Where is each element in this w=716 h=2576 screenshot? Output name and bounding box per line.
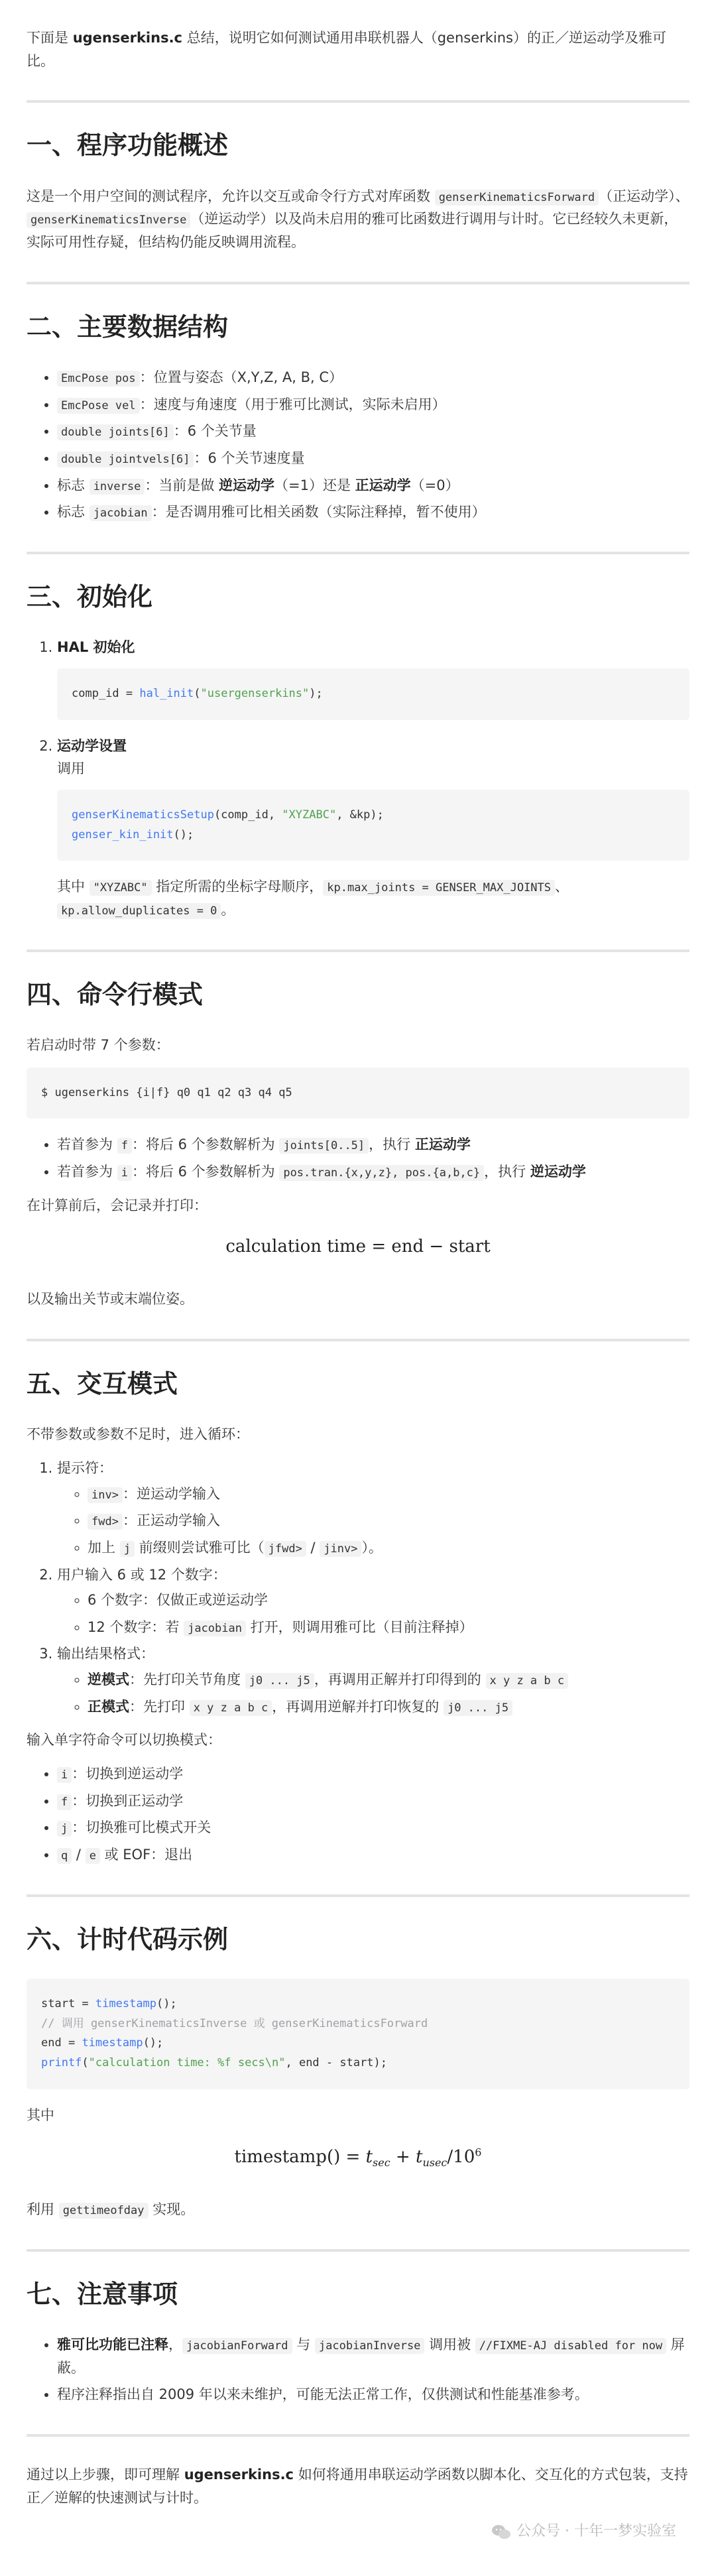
paragraph: 利用 gettimeofday 实现。 (27, 2201, 195, 2218)
section-5-heading: 五、交互模式 (27, 1369, 178, 1398)
closing-paragraph: 通过以上步骤，即可理解 ugenserkins.c 如何将通用串联运动学函数以脚本化、交互化的方式包装，支持正／逆解的快速测试与计时。 (27, 2467, 688, 2506)
list-item: 1. 提示符： ◦ inv> ：逆运动学输入 ◦ fwd> ：正运动学输入 ◦ 加上 j 前缀则尝试雅可比（ jfwd> / jinv> ）。 (57, 1457, 689, 1560)
list-item: 2. 运动学设置 调用 genserKinematicsSetup(comp_id, "XYZABC", &kp); genser_kin_init(); 其中 "XYZABC" 指定所需的坐标字母顺序， kp.max_joints = GENSER_MAX_JOINTS 、kp.allow_duplicates = 0 。 (57, 735, 689, 922)
divider (27, 950, 689, 952)
list-item: ◦ 12 个数字：若 jacobian 打开，则调用雅可比（目前注释掉） (88, 1616, 689, 1639)
divider (27, 552, 689, 554)
data-structure-list (27, 366, 689, 524)
formula-calc-time: calculation time = end − start (225, 1237, 491, 1257)
list-item: ◦ inv> ：逆运动学输入 (88, 1483, 689, 1506)
wechat-icon (491, 2524, 511, 2541)
section-7-heading: 七、注意事项 (27, 2279, 178, 2309)
divider (27, 1894, 689, 1897)
list-item: • q / e 或 EOF：退出 (57, 1843, 689, 1867)
paragraph: 在计算前后，会记录并打印： (27, 1197, 208, 1213)
list-item: • 标志 jacobian ：是否调用雅可比相关函数（实际注释掉，暂不使用） (57, 501, 689, 524)
command-block[interactable]: $ ugenserkins {i|f} q0 q1 q2 q3 q4 q5 (27, 1068, 689, 1119)
divider (27, 2249, 689, 2252)
code-block[interactable]: start = timestamp(); // 调用 genserKinematicsInverse 或 genserKinematicsForward end = timestamp(); printf("calculation time: %f secs\n", end - start); (27, 1979, 689, 2089)
command-list (27, 1762, 689, 1867)
divider (27, 2434, 689, 2437)
list-item: ◦ fwd> ：正运动学输入 (88, 1509, 689, 1532)
paragraph: 其中 (27, 2107, 54, 2123)
section-3-heading: 三、初始化 (27, 582, 153, 611)
list-item: 1. HAL 初始化 comp_id = hal_init("usergenserkins"); (57, 636, 689, 719)
arg-list (27, 1133, 689, 1183)
intro-filename: ugenserkins.c (72, 30, 183, 46)
list-item: • i ：切换到逆运动学 (57, 1762, 689, 1786)
section-1-paragraph: 这是一个用户空间的测试程序，允许以交互或命令行方式对库函数 genserKinematicsForward （正运动学）、genserKinematicsInverse （逆运动学）以及尚未启用的雅可比函数进行调用与计时。它已经较久未更新，实际可用性存疑，但结构仍能反映调用流程。 (27, 188, 689, 250)
paragraph: 不带参数或参数不足时，进入循环： (27, 1426, 249, 1443)
watermark-text: 公众号 · 十年一梦实验室 (516, 2523, 676, 2540)
divider (27, 100, 689, 103)
init-note: 其中 "XYZABC" 指定所需的坐标字母顺序， kp.max_joints = GENSER_MAX_JOINTS 、kp.allow_duplicates = 0 。 (57, 879, 569, 918)
list-item: • 程序注释指出自 2009 年以来未维护，可能无法正常工作，仅供测试和性能基准参考。 (57, 2383, 689, 2406)
interactive-steps (27, 1457, 689, 1718)
paragraph: 以及输出关节或末端位姿。 (27, 1291, 194, 1308)
list-item: • j ：切换雅可比模式开关 (57, 1816, 689, 1839)
paragraph: 输入单字符命令可以切换模式： (27, 1732, 221, 1748)
init-steps (27, 636, 689, 921)
list-item: • 标志 inverse ：当前是做 逆运动学（=1）还是 正运动学（=0） (57, 474, 689, 497)
article (27, 0, 689, 2544)
list-item: • EmcPose vel ：速度与角速度（用于雅可比测试，实际未启用） (57, 393, 689, 416)
list-item: • double joints[6] ：6 个关节量 (57, 420, 689, 443)
list-item: ◦ 正模式：先打印 x y z a b c ，再调用逆解并打印恢复的 j0 ... j5 (88, 1695, 689, 1719)
paragraph: 若启动时带 7 个参数： (27, 1037, 170, 1054)
inline-code: genserKinematicsForward (435, 190, 599, 206)
list-item: • 雅可比功能已注释， jacobianForward 与 jacobianInverse 调用被 //FIXME-AJ disabled for now 屏蔽。 (57, 2333, 689, 2379)
inline-code: genserKinematicsInverse (27, 212, 190, 228)
list-item: • double jointvels[6] ：6 个关节速度量 (57, 447, 689, 470)
watermark (27, 2520, 689, 2544)
section-2-heading: 二、主要数据结构 (27, 312, 229, 341)
list-item: ◦ 逆模式：先打印关节角度 j0 ... j5 ，再调用正解并打印得到的 x y z a b c (88, 1668, 689, 1691)
list-item: 2. 用户输入 6 或 12 个数字： ◦ 6 个数字：仅做正或逆运动学 ◦ 12 个数字：若 jacobian 打开，则调用雅可比（目前注释掉） (57, 1564, 689, 1639)
list-item: • 若首参为 i ：将后 6 个参数解析为 pos.tran.{x,y,z}, pos.{a,b,c} ，执行 逆运动学 (57, 1160, 689, 1184)
divider (27, 282, 689, 284)
list-item: • f ：切换到正运动学 (57, 1790, 689, 1813)
section-6-heading: 六、计时代码示例 (27, 1924, 229, 1954)
list-item: • 若首参为 f ：将后 6 个参数解析为 joints[0..5] ，执行 正运动学 (57, 1133, 689, 1156)
intro-paragraph: 下面是 ugenserkins.c 总结，说明它如何测试通用串联机器人（genserkins）的正／逆运动学及雅可比。 (27, 30, 666, 69)
divider (27, 1339, 689, 1341)
formula-timestamp: timestamp() = $t_{sec} + t_{usec}/10^6$ (234, 2145, 482, 2169)
code-block[interactable]: comp_id = hal_init("usergenserkins"); (57, 668, 689, 720)
section-1-heading: 一、程序功能概述 (27, 131, 229, 160)
list-item: ◦ 加上 j 前缀则尝试雅可比（ jfwd> / jinv> ）。 (88, 1536, 689, 1560)
list-item: ◦ 6 个数字：仅做正或逆运动学 (88, 1589, 689, 1612)
section-4-heading: 四、命令行模式 (27, 979, 204, 1009)
code-block[interactable]: genserKinematicsSetup(comp_id, "XYZABC", &kp); genser_kin_init(); (57, 790, 689, 861)
notes-list (27, 2333, 689, 2406)
list-item: 3. 输出结果格式： ◦ 逆模式：先打印关节角度 j0 ... j5 ，再调用正解并打印得到的 x y z a b c ◦ 正模式：先打印 x y z a b c ，再调用逆解并打印恢复的 j0 ... j5 (57, 1642, 689, 1718)
list-item: • EmcPose pos ：位置与姿态（X,Y,Z, A, B, C） (57, 366, 689, 389)
